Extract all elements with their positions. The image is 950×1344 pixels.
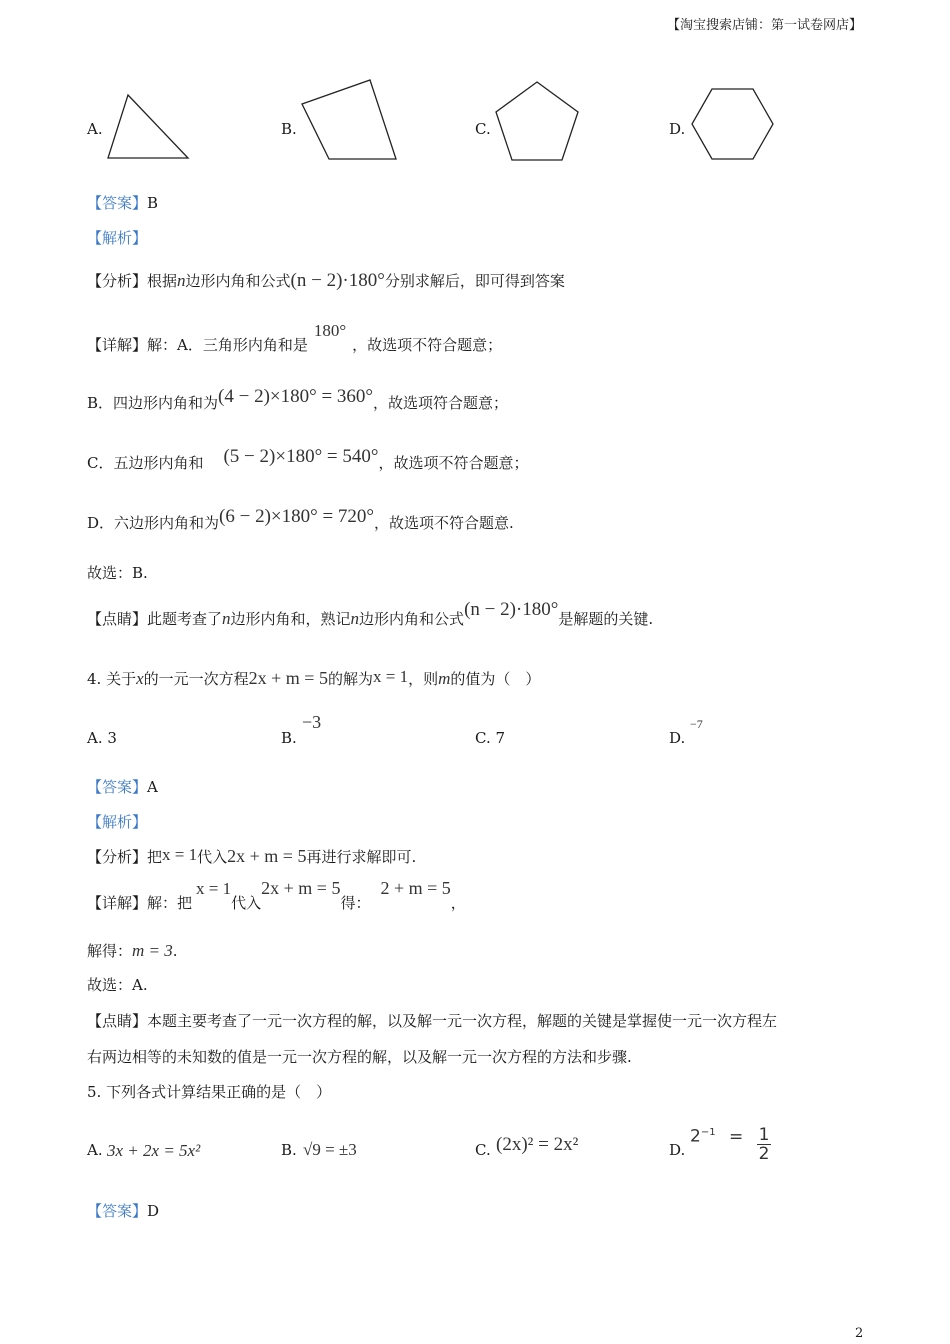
fraction-denominator: 2 [758,1144,770,1164]
fenxi-text: 根据 [147,272,178,290]
q5-option-b-expr: √9 = ±3 [303,1140,357,1159]
dianjing-tag: 【点睛】 [87,610,148,628]
m-variable: m [438,669,451,688]
fraction [757,1126,772,1163]
detail-result: ，故选项不符合题意； [378,454,529,472]
q5-option-d-label: D. [669,1141,686,1159]
q5-stem: 5. 下列各式计算结果正确的是（ ） [87,1083,332,1101]
dianjing-text: 此题考查了 [147,610,223,628]
q3-option-b-label: B. [281,120,297,138]
fenxi-text: 边形内角和公式 [185,272,291,290]
q4-dianjing-line2: 右两边相等的未知数的值是一元一次方程的解，以及解一元一次方程的方法和步骤. [87,1048,632,1066]
stem-text: 4. 关于 [87,670,137,688]
fenxi-text: 分别求解后，即可得到答案 [384,272,565,290]
q4-option-c: C. 7 [475,729,506,747]
fenxi-text: 把 [147,848,163,866]
dianjing-text: 边形内角和，熟记 [230,610,351,628]
q5-option-c-label: C. [475,1141,491,1159]
solve-text: . [172,942,178,960]
equation: 2x + m = 5 [261,878,341,898]
q5-option-a-label: A. [87,1141,103,1159]
detail-text: D．六边形内角和为 [87,514,220,532]
fenxi-tag: 【分析】 [87,272,148,290]
q5-option-c-expr: (2x)² = 2x² [496,1134,579,1155]
q3-option-c-label: C. [475,120,491,138]
fenxi-tag: 【分析】 [87,848,148,866]
detail-text: ， [450,894,466,912]
detail-result: ，故选项不符合题意. [374,514,514,532]
detail-text: C．五边形内角和 [87,454,204,472]
detail-result: ，故选项不符合题意； [352,336,503,354]
q4-option-b-value: −3 [302,712,322,732]
q3-detail-a [87,321,503,355]
stem-text: 的解为 [327,670,373,688]
q4-choice: 故选：A. [87,976,148,994]
q4-option-d-label: D. [669,729,686,747]
n-variable: n [177,271,186,290]
q4-solve [87,940,178,961]
q4-option-b-label: B. [281,729,297,747]
q3-choice: 故选：B. [87,564,148,582]
dianjing-text: 边形内角和公式 [359,610,465,628]
solution: x = 1 [162,845,198,864]
q5-option-d-expr [690,1118,771,1164]
q3-detail-d [87,506,514,534]
triangle-icon [108,95,190,161]
q5-answer [87,1200,159,1221]
equation: 2x + m = 5 [248,668,328,688]
q4-answer [87,776,158,797]
x-variable: x [136,669,144,688]
stem-text: 的值为（ ） [450,670,541,688]
answer-value: A [147,778,158,796]
q5-option-a-expr: 3x + 2x = 5x² [107,1141,201,1160]
header-shop-text: 【淘宝搜索店铺：第一试卷网店】 [666,18,862,33]
answer-value: D [147,1202,160,1220]
angle-sum-formula: (n − 2)·180° [290,270,385,291]
solve-value: m = 3 [132,941,173,960]
q5-option-b-label: B. [281,1141,297,1159]
fraction-numerator: 1 [758,1125,770,1145]
equals-sign: = [728,1126,744,1147]
pentagon-icon [496,82,580,162]
fenxi-text: 代入 [197,848,228,866]
q4-option-a: A. 3 [87,729,117,747]
q4-stem [87,668,540,689]
power-base: 2 [690,1126,701,1147]
solution: x = 1 [372,667,409,686]
q3-dianjing [87,599,654,630]
q3-option-a-label: A. [87,120,103,138]
q4-detail [87,878,466,913]
detail-tag: 【详解】 [87,894,148,912]
n-variable: n [350,609,360,628]
q3-detail-b [87,386,509,414]
q3-analysis-tag: 【解析】 [87,229,148,247]
dianjing-text: 本题主要考查了一元一次方程的解，以及解一元一次方程，解题的关键是掌握使一元一次方程左 [147,1012,778,1030]
stem-text: 的一元一次方程 [143,670,249,688]
detail-text: B．四边形内角和为 [87,394,219,412]
q4-fenxi [87,846,416,867]
formula-180: 180° [313,321,347,340]
detail-tag: 【详解】 [87,336,148,354]
angle-sum-formula: (n − 2)·180° [464,599,559,620]
solution: x = 1 [196,879,232,898]
fenxi-text: 再进行求解即可. [306,848,417,866]
q3-detail-c [87,446,529,474]
q3-option-d-label: D. [669,120,686,138]
equation: 2 + m = 5 [380,878,451,898]
q3-answer [87,192,158,213]
page-number: 2 [855,1326,864,1341]
dianjing-tag: 【点睛】 [87,1012,148,1030]
equation: 2x + m = 5 [227,846,307,866]
detail-result: ，故选项符合题意； [373,394,509,412]
detail-text: 得： [340,894,371,912]
formula-c: (5 − 2)×180° = 540° [223,446,379,467]
q4-dianjing-line1 [87,1010,777,1031]
answer-tag: 【答案】 [87,194,148,212]
solve-text: 解得： [87,942,133,960]
detail-text: 解：A．三角形内角和是 [147,336,308,354]
dianjing-text: 是解题的关键. [558,610,654,628]
detail-text: 代入 [231,894,262,912]
formula-b: (4 − 2)×180° = 360° [218,386,374,407]
answer-value: B [147,194,159,212]
n-variable: n [222,609,231,628]
q3-fenxi [87,270,565,292]
answer-tag: 【答案】 [87,778,148,796]
q4-analysis-tag: 【解析】 [87,813,148,831]
quadrilateral-icon [302,80,398,162]
q4-option-d-value: −7 [690,717,703,731]
stem-text: ，则 [408,670,439,688]
formula-d: (6 − 2)×180° = 720° [219,506,375,527]
hexagon-icon [692,89,774,161]
power-exponent: −1 [700,1126,716,1138]
detail-text: 解：把 [147,894,193,912]
answer-tag: 【答案】 [87,1202,148,1220]
